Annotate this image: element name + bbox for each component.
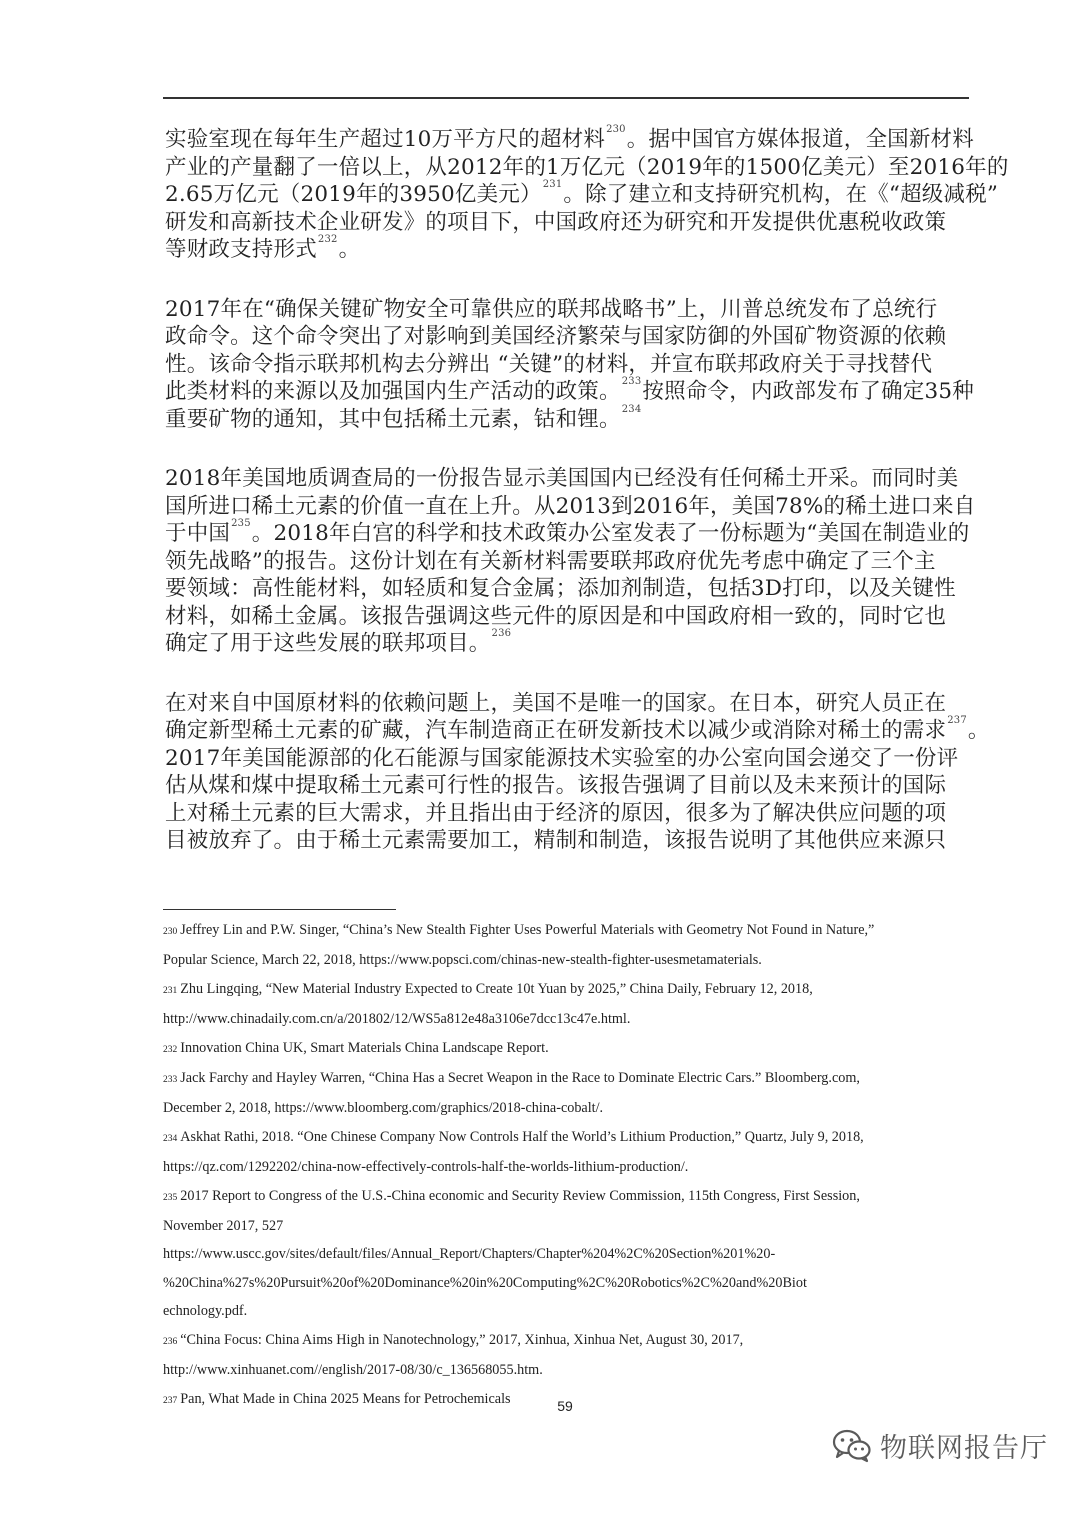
line-text-tail: 。2018年白宫的科学和技术政策办公室发表了一份标题为“美国在制造业的	[251, 521, 970, 546]
footnote-line	[163, 916, 973, 946]
line-text: 2017年美国能源部的化石能源与国家能源技术实验室的办公室向国会递交了一份评	[165, 745, 959, 771]
footnote-ref[interactable]: 234	[621, 403, 642, 415]
line-text: 要领域：高性能材料，如轻质和复合金属；添加剂制造，包括3D打印，以及关键性	[165, 576, 956, 601]
line-text: 政命令。这个命令突出了对影响到美国经济繁荣与国家防御的外国矿物资源的依赖	[165, 324, 947, 349]
text-line	[165, 745, 975, 773]
text-line	[165, 772, 975, 800]
text-line	[165, 378, 975, 406]
text-line	[165, 715, 990, 745]
footnote-ref[interactable]: 230	[606, 124, 626, 135]
footnote-line	[163, 946, 973, 974]
line-text: 领先战略”的报告。这份计划在有关新材料需要联邦政府优先考虑中确定了三个主	[165, 548, 936, 574]
footnote-text: December 2, 2018, https://www.bloomberg.com/graphics/2018-china-cobalt/.	[163, 1100, 604, 1117]
footnote	[163, 1182, 973, 1326]
text-line	[165, 690, 975, 718]
body-text	[165, 124, 1009, 887]
line-text: 等财政支持形式	[165, 237, 317, 262]
footnote-line	[163, 1240, 973, 1268]
line-text-tail: 。	[967, 718, 990, 743]
footnote-line	[163, 1269, 973, 1297]
footnote-text: echnology.pdf.	[163, 1303, 248, 1320]
footnote-line	[163, 1356, 973, 1384]
footnote-line	[163, 1005, 973, 1033]
footnote	[163, 1034, 973, 1064]
footnote	[163, 975, 973, 1034]
text-line	[165, 323, 975, 351]
line-text-tail: 。	[338, 237, 361, 262]
footnote-ref[interactable]: 231	[542, 179, 563, 190]
footnote-ref[interactable]: 237	[947, 715, 967, 726]
footnote-line	[163, 975, 973, 1005]
line-text: 2018年美国地质调查局的一份报告显示美国国内已经没有任何稀土开采。而同时美	[165, 466, 959, 491]
footnote-number: 233	[163, 1075, 178, 1086]
footnote-line	[163, 1064, 973, 1094]
line-text: 目被放弃了。由于稀土元素需要加工，精制和制造，该报告说明了其他供应来源只	[165, 828, 947, 853]
text-line	[165, 154, 1009, 182]
line-text: 实验室现在每年生产超过10万平方尺的超材料	[165, 127, 606, 152]
text-line	[165, 548, 975, 576]
line-text: 材料，如稀土金属。该报告强调这些元件的原因是和中国政府相一致的，同时它也	[165, 603, 947, 629]
footnote-line	[163, 1094, 973, 1122]
footnote	[163, 1123, 973, 1182]
text-line	[165, 236, 975, 264]
footnote-text: Askhat Rathi, 2018. “One Chinese Company Now Controls Half the World’s Lithium Production,” Quartz, July 9, 2018,	[180, 1128, 864, 1145]
text-line	[165, 603, 975, 631]
footnote-ref[interactable]: 236	[491, 628, 512, 639]
line-text-tail: 。除了建立和支持研究机构，在《“超级减税”	[563, 182, 999, 207]
text-line	[165, 403, 975, 434]
footnote-line	[163, 1153, 973, 1181]
footnote-text: Pan, What Made in China 2025 Means for Petrochemicals	[180, 1390, 511, 1407]
footnote-line	[163, 1123, 973, 1153]
paragraph	[165, 296, 975, 434]
footnote-number: 236	[163, 1336, 178, 1347]
paragraph	[165, 690, 990, 855]
footnote	[163, 916, 973, 975]
footnote	[163, 1064, 973, 1123]
text-line	[165, 296, 975, 324]
header-rule	[163, 97, 969, 99]
footnote-text: November 2017, 527	[163, 1218, 284, 1235]
footnote-line	[163, 1326, 973, 1356]
text-line	[165, 800, 975, 828]
footnote-ref[interactable]: 232	[317, 234, 338, 245]
line-text: 性。该命令指示联邦机构去分辨出 “关键”的材料，并宣布联邦政府关于寻找替代	[165, 351, 933, 377]
footnote-text: Innovation China UK, Smart Materials China Landscape Report.	[180, 1039, 549, 1056]
paragraph	[165, 465, 975, 658]
footnote-number: 231	[163, 985, 178, 996]
footnote-text: Jeffrey Lin and P.W. Singer, “China’s New Stealth Fighter Uses Powerful Materials with Geometry Not Found in Nature,”	[180, 922, 875, 938]
watermark	[832, 1426, 1048, 1465]
text-line	[165, 827, 975, 855]
line-text: 确定了用于这些发展的联邦项目。	[165, 631, 491, 656]
footnote-line	[163, 1034, 973, 1064]
footnote-text: “China Focus: China Aims High in Nanotechnology,” 2017, Xinhua, Xinhua Net, August 30, 2017,	[180, 1331, 744, 1348]
line-text-tail: 按照命令，内政部发布了确定35种	[642, 379, 974, 404]
footnote-text: https://qz.com/1292202/china-now-effectively-controls-half-the-worlds-lithium-production/.	[163, 1159, 689, 1176]
footnote-number: 230	[163, 927, 178, 937]
footnote-text: Zhu Lingqing, “New Material Industry Expected to Create 10t Yuan by 2025,” China Daily, February 12, 2018,	[180, 980, 813, 997]
text-line	[165, 575, 975, 603]
line-text: 重要矿物的通知，其中包括稀土元素，钴和锂。	[165, 406, 621, 432]
line-text: 于中国	[165, 521, 231, 546]
line-text: 产业的产量翻了一倍以上，从2012年的1万亿元（2019年的1500亿美元）至2016年的	[165, 154, 1009, 180]
footnote-number: 237	[163, 1395, 178, 1406]
footnote-number: 232	[163, 1044, 178, 1055]
text-line	[165, 351, 975, 379]
text-line	[165, 493, 975, 521]
footnote-ref[interactable]: 235	[231, 518, 251, 529]
line-text: 国所进口稀土元素的价值一直在上升。从2013到2016年，美国78%的稀土进口来自	[165, 493, 976, 519]
text-line	[165, 630, 975, 658]
footnote-text: 2017 Report to Congress of the U.S.-China economic and Security Review Commission, 115th Congress, First Session,	[180, 1187, 860, 1204]
line-text: 研发和高新技术企业研发》的项目下，中国政府还为研究和开发提供优惠税收政策	[165, 209, 947, 235]
footnote	[163, 1326, 973, 1385]
line-text: 2017年在“确保关键矿物安全可靠供应的联邦战略书”上，川普总统发布了总统行	[165, 296, 938, 322]
line-text: 确定新型稀土元素的矿藏，汽车制造商正在研发新技术以减少或消除对稀土的需求	[165, 718, 947, 743]
footnote-text: %20China%27s%20Pursuit%20of%20Dominance%20in%20Computing%2C%20Robotics%2C%20and%20Biot	[163, 1274, 807, 1291]
watermark-text: 物联网报告厅	[880, 1433, 1048, 1464]
footnote-text: http://www.xinhuanet.com//english/2017-08/30/c_136568055.htm.	[163, 1362, 543, 1379]
text-line	[165, 520, 975, 548]
footnote-number: 234	[163, 1133, 178, 1144]
footnotes	[163, 916, 973, 1415]
line-text: 在对来自中国原材料的依赖问题上，美国不是唯一的国家。在日本，研究人员正在	[165, 690, 947, 716]
text-line	[165, 209, 975, 237]
footnote-text: http://www.chinadaily.com.cn/a/201802/12/WS5a812e48a3106e7dcc13c47e.html.	[163, 1011, 631, 1028]
line-text: 2.65万亿元（2019年的3950亿美元）	[165, 182, 542, 207]
text-line	[165, 126, 975, 154]
wechat-icon	[832, 1429, 872, 1463]
line-text-tail: 。据中国官方媒体报道，全国新材料	[626, 127, 974, 152]
page-number: 59	[557, 1398, 573, 1414]
footnote-line	[163, 1297, 973, 1325]
footnote-text: Jack Farchy and Hayley Warren, “China Has a Secret Weapon in the Race to Dominate Electric Cars.” Bloomberg.com,	[180, 1070, 860, 1087]
footnote-separator	[163, 909, 396, 910]
footnote-number: 235	[163, 1192, 178, 1203]
line-text: 估从煤和煤中提取稀土元素可行性的报告。该报告强调了目前以及未来预计的国际	[165, 773, 947, 798]
text-line	[165, 179, 999, 209]
text-line	[165, 465, 975, 493]
line-text: 上对稀土元素的巨大需求，并且指出由于经济的原因，很多为了解决供应问题的项	[165, 800, 947, 826]
footnote-line	[163, 1212, 973, 1240]
footnote-ref[interactable]: 233	[621, 376, 642, 387]
paragraph	[165, 124, 1009, 264]
footnote-text: https://www.uscc.gov/sites/default/files/Annual_Report/Chapters/Chapter%204%2C%20Section%201%20-	[163, 1246, 776, 1263]
line-text: 此类材料的来源以及加强国内生产活动的政策。	[165, 379, 621, 404]
footnote-text: Popular Science, March 22, 2018, https://www.popsci.com/chinas-new-stealth-fighter-usesmetamaterials.	[163, 952, 762, 969]
footnote-line	[163, 1182, 973, 1212]
